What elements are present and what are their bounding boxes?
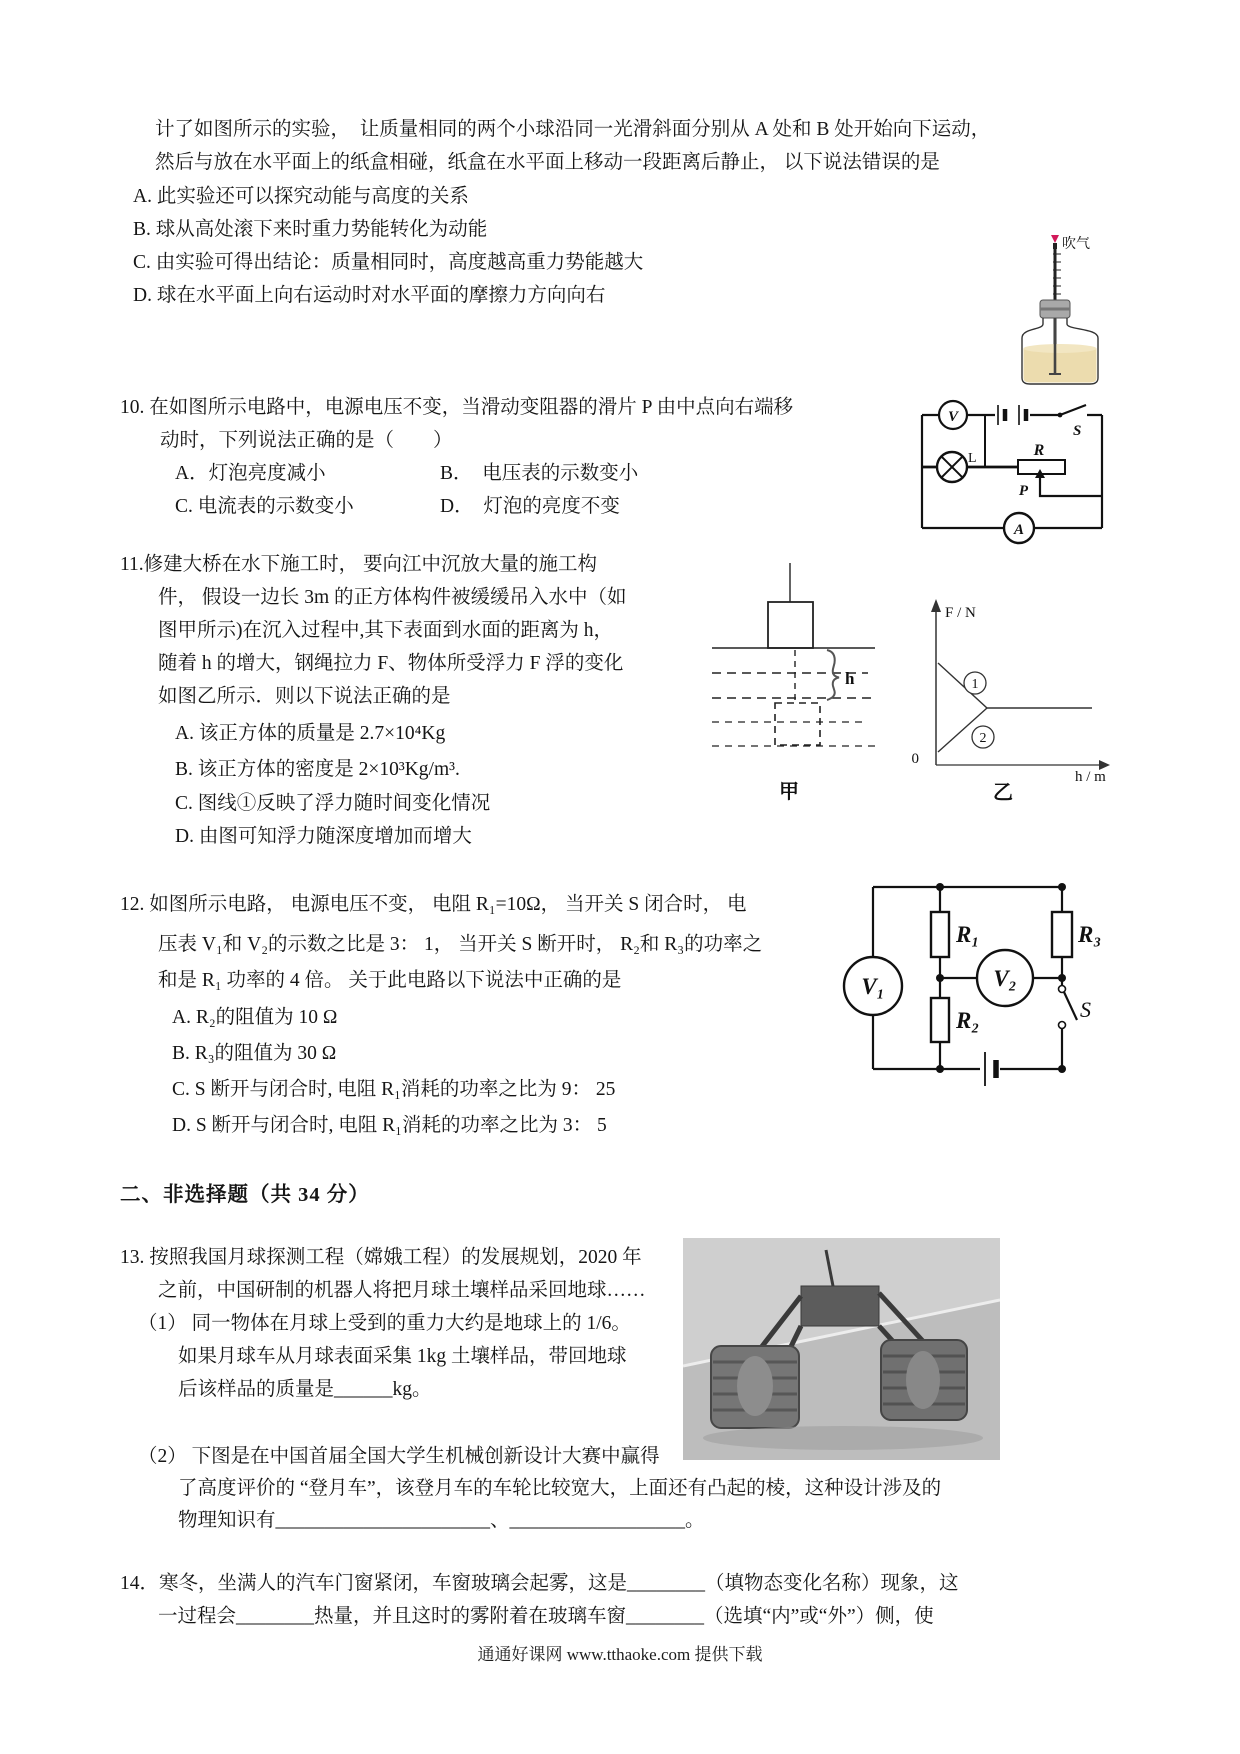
q9-option-b: B. 球从高处滚下来时重力势能转化为动能 [133,219,488,240]
q9-stem-line2: 然后与放在水平面上的纸盒相碰，纸盒在水平面上移动一段距离后静止， 以下说法错误的是 [155,152,940,173]
blow-bottle-figure [1000,202,1120,402]
lamp-label: L [968,451,977,466]
origin-label: 0 [911,751,919,767]
blow-arrow-icon [1051,235,1059,243]
q11-option-b: B. 该正方体的密度是 2×10³Kg/m³. [175,759,460,780]
resistor-r2-icon [931,998,949,1042]
submerged-cube-dashed [775,703,820,745]
q14-stem-line2: 一过程会________热量，并且这时的雾附着在玻璃车窗________（选填“内”或“外”）侧，使 [158,1606,934,1627]
svg-text:1: 1 [971,677,979,692]
switch-blade [1060,405,1086,415]
x-axis-label: h / m [1075,769,1106,785]
q12-stem-line1: 12. 如图所示电路， 电源电压不变， 电阻 R₁=10Ω， 当开关 S 闭合时， 电 [120,894,747,915]
q11-stem-line5: 如图乙所示．则以下说法正确的是 [158,686,451,707]
q10-stem-line2: 动时，下列说法正确的是（ ） [160,430,453,451]
q11-stem-line2: 件， 假设一边长 3m 的正方体构件被缓缓吊入水中（如 [158,587,627,608]
q10-stem-line1: 10. 在如图所示电路中，电源电压不变，当滑动变阻器的滑片 P 由中点向右端移 [120,397,794,418]
lunar-rover-illustration [683,1238,1000,1460]
svg-text:2: 2 [979,731,987,746]
q9-option-d: D. 球在水平面上向右运动时对水平面的摩擦力方向向右 [133,285,606,306]
q13-stem-line1: 13. 按照我国月球探测工程（嫦娥工程）的发展规划，2020 年 [120,1247,642,1268]
q12-option-b: B. R₃的阻值为 30 Ω [172,1043,337,1064]
q12-option-c: C. S 断开与闭合时, 电阻 R₁消耗的功率之比为 9： 25 [172,1079,616,1100]
q13-part1-line3: 后该样品的质量是______kg。 [178,1379,432,1400]
resistor-r1-label: R₁ [956,922,980,947]
q9-option-a: A. 此实验还可以探究动能与高度的关系 [133,186,469,207]
switch-blade [1064,992,1077,1020]
q11-option-c: C. 图线①反映了浮力随时间变化情况 [175,793,491,814]
q14-stem-line1: 14．寒冬，坐满人的汽车门窗紧闭，车窗玻璃会起雾，这是________（填物态变化名称）现象，这 [120,1573,959,1594]
resistor-r3-icon [1052,912,1072,957]
q13-part1-line1: （1） 同一物体在月球上受到的重力大约是地球上的 1/6。 [138,1313,631,1334]
rover-right-wheel [881,1340,967,1420]
curve-1 [938,663,1092,708]
rheostat-label: R [1033,442,1045,459]
voltmeter-label: V [947,409,959,425]
rover-body [801,1286,879,1326]
voltmeter-v2-label: V₂ [993,966,1017,991]
q9-stem-line1: 计了如图所示的实验， 让质量相同的两个小球沿同一光滑斜面分别从 A 处和 B 处开始向下运动， [155,119,991,140]
q11-stem-line4: 随着 h 的增大，钢绳拉力 F、物体所受浮力 F 浮的变化 [158,653,624,674]
q12-option-a: A. R₂的阻值为 10 Ω [172,1007,338,1028]
resistor-r2-label: R₂ [956,1008,980,1033]
y-axis-label: F / N [945,605,976,621]
ammeter-label: A [1013,522,1025,538]
q13-part2-line1: （2） 下图是在中国首届全国大学生机械创新设计大赛中赢得 [138,1446,660,1467]
q13-part2-line2: 了高度评价的 “登月车”，该登月车的车轮比较宽大，上面还有凸起的棱，这种设计涉及的 [178,1478,942,1499]
section2-title: 二、非选择题（共 34 分） [120,1184,370,1206]
resistor-r1-icon [931,912,949,957]
h-depth-label: h [845,669,855,688]
q11-option-d: D. 由图可知浮力随深度增加而增大 [175,826,472,847]
q12-option-d: D. S 断开与闭合时, 电阻 R₁消耗的功率之比为 3： 5 [172,1115,607,1136]
cube [768,602,813,648]
blow-label: 吹气 [1062,237,1090,252]
fig-yi-caption: 乙 [993,782,1013,804]
resistor-r3-label: R₃ [1078,922,1102,947]
q12-stem-line3: 和是 R₁ 功率的 4 倍。 关于此电路以下说法中正确的是 [158,970,622,991]
q11-stem-line3: 图甲所示)在沉入过程中,其下表面到水面的距离为 h， [158,620,613,641]
switch-label: S [1073,423,1082,439]
q10-option-b: B． 电压表的示数变小 [440,463,639,484]
q10-circuit-diagram [915,405,1115,540]
q13-part2-line3: 物理知识有______________________、__________________。 [178,1510,705,1531]
q10-option-a: A．灯泡亮度减小 [175,463,326,484]
q11-option-a: A. 该正方体的质量是 2.7×10⁴Kg [175,723,446,744]
q13-part1-line2: 如果月球车从月球表面采集 1kg 土壤样品，带回地球 [178,1346,627,1367]
page-footer: 通通好课网 www.tthaoke.com 提供下载 [477,1645,763,1664]
q10-option-d: D． 灯泡的亮度不变 [440,496,620,517]
switch-label: S [1080,997,1091,1022]
q12-stem-line2: 压表 V₁和 V₂的示数之比是 3： 1， 当开关 S 断开时， R₂和 R₃的功率之 [158,934,763,955]
h-brace [827,650,839,700]
fig-jia-cube-water [700,555,890,810]
lunar-rover-photo [683,1238,1000,1460]
q11-stem-line1: 11.修建大桥在水下施工时， 要向江中沉放大量的施工构 [120,554,598,575]
q13-stem-line2: 之前，中国研制的机器人将把月球土壤样品采回地球…… [158,1280,646,1301]
q12-circuit-diagram [830,870,1120,1100]
rover-left-wheel [711,1346,799,1428]
q10-option-c: C. 电流表的示数变小 [175,496,354,517]
q9-option-c: C. 由实验可得出结论：质量相同时，高度越高重力势能越大 [133,252,644,273]
voltmeter-v1-label: V₁ [861,974,885,999]
slider-label: P [1018,483,1028,499]
fig-jia-caption: 甲 [779,781,799,803]
bottle-liquid [1024,348,1097,383]
fig-yi-graph [905,595,1120,810]
